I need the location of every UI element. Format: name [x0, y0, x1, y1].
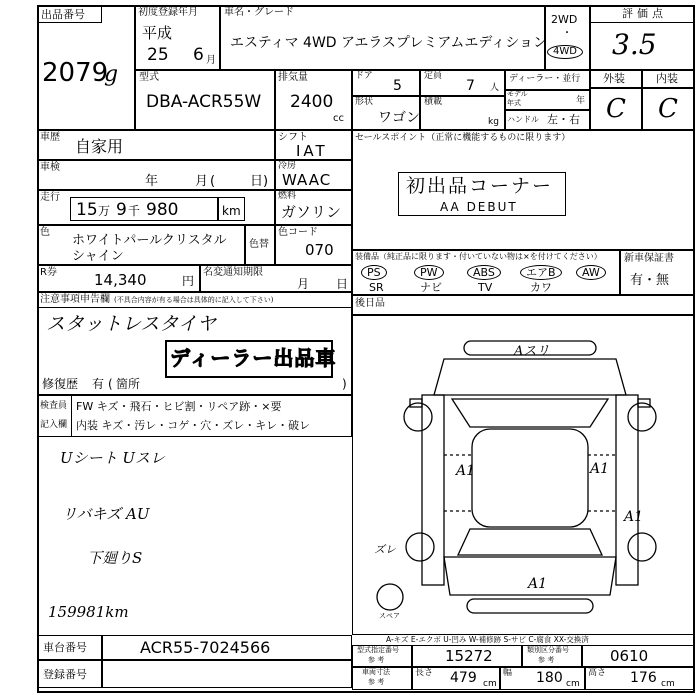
color-change-label: 色替	[249, 239, 269, 250]
rear-right-wheel	[628, 533, 656, 561]
damage-mark: A1	[528, 576, 548, 592]
dealer-stamp-text: ディーラー出品車	[170, 346, 337, 370]
inspection-year-unit: 年	[145, 174, 159, 189]
equipment-label: 装備品（純正品に限ります・付いていない物は×を付けてください）	[355, 252, 602, 261]
score-label: 評価点	[622, 7, 667, 20]
lot-number: 2079	[42, 58, 109, 88]
type-designation-label-2: 参 考	[368, 656, 385, 664]
damage-legend: A-キズ E-エクボ U-凹み W-補修跡 S-サビ C-腐食 XX-交換済	[386, 635, 589, 644]
mileage-man: 15	[76, 200, 98, 220]
notes-handwritten: スタットレスタイヤ	[46, 313, 217, 335]
shift-value: IAT	[296, 142, 328, 160]
aircon-label: 冷房	[278, 161, 297, 171]
inspector-label-1: 検査員	[40, 401, 68, 411]
inspector-label-2: 記入欄	[40, 420, 68, 430]
classification-label-1: 類別区分番号	[527, 646, 569, 654]
debut-subtitle: AA DEBUT	[440, 200, 518, 214]
shift-label: シフト	[278, 132, 308, 143]
capacity-unit: 人	[490, 83, 500, 93]
mileage-label: 走行	[40, 192, 60, 203]
classification-value: 0610	[610, 647, 649, 665]
notes-label: 注意事項申告欄	[40, 294, 110, 305]
equipment-leather: カワ	[530, 281, 552, 294]
sales-point-label: セールスポイント（正常に機能するものに限ります）	[355, 133, 571, 143]
name-change-month-unit: 月	[297, 277, 310, 291]
damage-mark: A1	[624, 509, 644, 525]
equipment-tv: TV	[478, 281, 493, 294]
model-year-unit: 年	[576, 96, 586, 106]
registration-month-unit: 月	[206, 55, 216, 66]
capacity-label: 定員	[424, 71, 443, 81]
recycle-unit: 円	[182, 274, 195, 288]
recycle-value: 14,340	[94, 271, 147, 289]
hood	[434, 359, 626, 395]
equipment-aw: AW	[576, 265, 606, 280]
displacement-unit: cc	[333, 113, 344, 124]
capacity-value: 7	[466, 78, 475, 94]
classification-label-2: 参 考	[538, 656, 555, 664]
model-type-label: 型式	[139, 72, 159, 83]
displacement-label: 排気量	[278, 72, 308, 83]
damage-mark: A1	[590, 461, 610, 477]
model-type-value: DBA-ACR55W	[146, 92, 262, 112]
registration-number-label: 登録番号	[43, 668, 87, 681]
doors-label: ドア	[355, 71, 373, 81]
spare-label: スペア	[379, 612, 400, 620]
windshield	[452, 399, 608, 427]
repair-label: 修復歴	[42, 377, 79, 391]
aircon-value: WAAC	[282, 171, 332, 189]
recycle-label: R券	[40, 267, 57, 278]
car-name-label: 車名・グレード	[224, 7, 294, 18]
mileage-unit: km	[222, 204, 241, 218]
inspector-exterior-line: FW キズ・飛石・ヒビ割・リペア跡・×要	[76, 400, 282, 413]
car-name-value: エスティマ 4WD アエラスプレミアムエディション	[230, 35, 547, 51]
body-shape-value: ワゴン	[378, 110, 420, 126]
warranty-label: 新車保証書	[624, 253, 674, 264]
dimensions-width-label: 幅	[503, 668, 513, 678]
interior-label: 内装	[656, 72, 678, 85]
later-items-cell	[352, 295, 695, 315]
fuel-label: 燃料	[278, 191, 297, 201]
repair-paren-close: )	[342, 377, 347, 391]
chassis-value: ACR55-7024566	[140, 638, 271, 657]
color-code-label: 色コード	[278, 227, 318, 238]
spare-wheel	[377, 584, 403, 610]
rear-left-wheel	[406, 533, 434, 561]
later-items-label: 後日品	[355, 298, 385, 309]
lot-mark: g	[104, 62, 119, 87]
drive-separator: ・	[562, 28, 572, 39]
memo-line: 159981km	[48, 603, 129, 621]
inspector-interior-line: 内装 キズ・汚レ・コゲ・穴・ズレ・キレ・破レ	[76, 419, 311, 432]
doors-value: 5	[393, 78, 402, 94]
exterior-grade: C	[606, 94, 626, 124]
notes-hint: (不具合内容が有る場合は具体的に記入して下さい)	[114, 296, 274, 304]
dimensions-width: 180	[536, 670, 563, 686]
equipment-navi: ナビ	[420, 281, 442, 294]
dimensions-height-unit: cm	[661, 679, 675, 689]
load-unit: kg	[488, 117, 499, 127]
inspection-paren: (	[210, 174, 216, 189]
drive-2wd: 2WD	[551, 13, 578, 26]
inspection-month-unit: 月	[195, 174, 209, 189]
exterior-label: 外装	[603, 72, 625, 85]
damage-mark: Aスリ	[514, 344, 550, 359]
model-year-label-2: 年式	[507, 99, 521, 107]
type-designation-value: 15272	[445, 647, 493, 665]
drive-4wd: 4WD	[547, 45, 583, 59]
car-history-value: 自家用	[75, 137, 124, 156]
dimensions-label-2: 参 考	[368, 678, 385, 686]
repair-paren-open: (	[108, 377, 113, 391]
handle-label: ハンドル	[507, 115, 539, 124]
rear-window	[458, 529, 602, 555]
color-code-value: 070	[305, 241, 334, 259]
dimensions-length: 479	[450, 670, 477, 686]
chassis-label: 車台番号	[43, 641, 87, 654]
dealer-label: ディーラー・並行	[509, 74, 581, 84]
dimensions-width-unit: cm	[566, 679, 580, 689]
model-year-label-1: モデル	[507, 90, 528, 98]
left-body-side	[422, 395, 444, 585]
repair-unit: 箇所	[116, 377, 141, 391]
inspection-day-unit: 日)	[250, 174, 269, 189]
name-change-day-unit: 日	[336, 277, 349, 291]
debut-title: 初出品コーナー	[406, 175, 554, 197]
equipment-airbag: エアB	[520, 265, 562, 280]
memo-line: Uシート Uスレ	[60, 449, 166, 467]
memo-area	[37, 437, 352, 635]
lot-label: 出品番号	[41, 8, 85, 21]
body-shape-label: 形状	[355, 97, 374, 107]
color-value-line-2: シャイン	[72, 249, 124, 264]
registration-number-value-cell	[102, 660, 352, 688]
registration-label: 初度登録年月	[138, 7, 198, 18]
car-diagram	[352, 315, 695, 635]
repair-value: 有	[92, 377, 105, 391]
handle-value: 左・右	[547, 113, 580, 126]
mileage-rest: 980	[146, 200, 179, 220]
mileage-sen: 9	[116, 200, 127, 220]
inspection-label: 車検	[40, 162, 60, 173]
interior-grade: C	[658, 94, 678, 124]
rear-bumper	[467, 599, 593, 613]
registration-year: 25	[147, 45, 169, 65]
car-history-cell	[37, 130, 275, 160]
type-designation-label-1: 型式指定番号	[357, 646, 399, 654]
damage-mark: ズレ	[374, 543, 396, 556]
registration-era: 平成	[142, 24, 173, 42]
roof	[472, 429, 588, 527]
mileage-man-unit: 万	[98, 204, 111, 218]
load-label: 積載	[424, 97, 443, 107]
memo-line: 下廻りS	[87, 549, 143, 567]
dimensions-label-1: 車両寸法	[362, 668, 390, 676]
color-label: 色	[40, 227, 50, 238]
equipment-abs: ABS	[467, 265, 501, 280]
right-body-side	[616, 395, 638, 585]
car-history-label: 車歴	[40, 132, 60, 143]
equipment-sr: SR	[369, 281, 384, 294]
dimensions-length-unit: cm	[483, 679, 497, 689]
equipment-ps: PS	[361, 265, 387, 280]
dimensions-height-label: 高さ	[588, 668, 607, 678]
color-value-line-1: ホワイトパールクリスタル	[72, 233, 227, 248]
mileage-sen-unit: 千	[128, 204, 141, 218]
dimensions-height: 176	[630, 670, 657, 686]
displacement-value: 2400	[290, 92, 334, 112]
equipment-pw: PW	[414, 265, 444, 280]
dimensions-length-label: 長さ	[415, 668, 434, 678]
name-change-label: 名変通知期限	[203, 267, 263, 278]
warranty-value: 有・無	[630, 273, 670, 288]
registration-month: 6	[193, 45, 204, 65]
memo-line: リバキズ AU	[62, 505, 150, 523]
damage-mark: A1	[456, 463, 476, 479]
score-value: 3.5	[612, 28, 657, 61]
fuel-value: ガソリン	[281, 203, 342, 221]
